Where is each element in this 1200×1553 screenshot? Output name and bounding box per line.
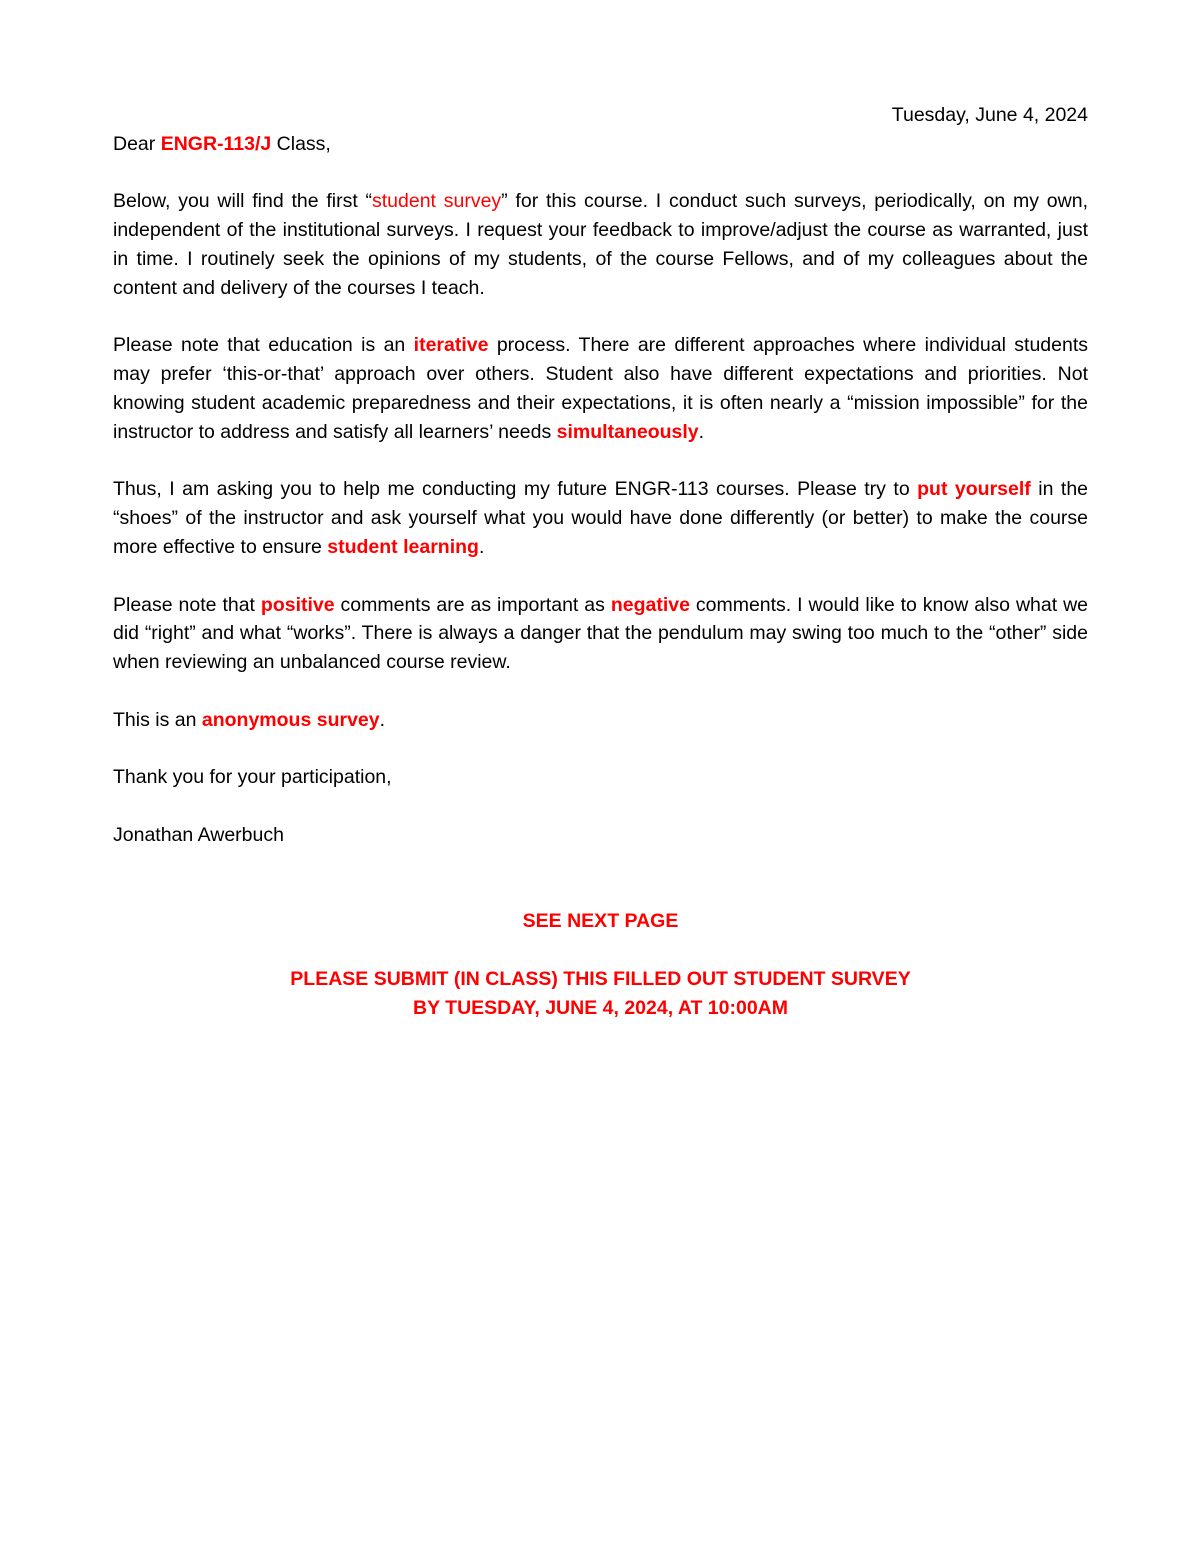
paragraph-anonymous bbox=[113, 706, 1088, 735]
paragraph-comments bbox=[113, 591, 1088, 677]
closing-line: Thank you for your participation, bbox=[113, 766, 392, 789]
course-code-highlight: ENGR-113/J bbox=[160, 132, 272, 155]
put-yourself-highlight: put yourself bbox=[917, 478, 1031, 501]
submit-notice-line-1: PLEASE SUBMIT (IN CLASS) THIS FILLED OUT STUDENT SURVEY bbox=[290, 967, 911, 990]
paragraph-request-text-1: Thus, I am asking you to help me conducting my future ENGR-113 courses. Please try to bbox=[113, 478, 918, 501]
paragraph-anonymous-text-2: . bbox=[379, 708, 386, 731]
salutation bbox=[113, 130, 1088, 159]
paragraph-request-text-2: in the “shoes” of the instructor and ask yourself what you would have done differently (or better) to make the course more effective to ensure bbox=[113, 478, 1089, 558]
paragraph-anonymous-text-1: This is an bbox=[113, 708, 202, 731]
letter-date: Tuesday, June 4, 2024 bbox=[891, 104, 1088, 126]
paragraph-comments-text-2: comments are as important as bbox=[334, 593, 611, 616]
paragraph-intro-text-1: Below, you will find the first “ bbox=[113, 190, 372, 213]
student-learning-highlight: student learning bbox=[327, 535, 479, 558]
paragraph-iterative bbox=[113, 331, 1088, 446]
simultaneously-highlight: simultaneously bbox=[556, 420, 699, 443]
paragraph-comments-text-1: Please note that bbox=[113, 593, 261, 616]
paragraph-iterative-text-1: Please note that education is an bbox=[113, 334, 414, 357]
anonymous-survey-highlight: anonymous survey bbox=[201, 708, 380, 731]
paragraph-iterative-text-3: . bbox=[698, 420, 705, 443]
positive-highlight: positive bbox=[260, 593, 335, 616]
salutation-suffix: Class, bbox=[271, 132, 331, 155]
letter-body bbox=[113, 101, 1088, 1023]
paragraph-comments-text-3: comments. I would like to know also what we did “right” and what “works”. There is always a danger that the pendulum may swing too much to the “other” side when reviewing an unbalanced course review. bbox=[113, 593, 1089, 674]
paragraph-iterative-text-2: process. There are different approaches where individual students may prefer ‘this-or-that’ approach over others. Student also have different expectations and priorities. Not knowing student academic preparedness and their expectations, it is often nearly a “mission impossible” for the instructor to address and satisfy all learners’ needs bbox=[113, 334, 1088, 443]
paragraph-intro bbox=[113, 187, 1088, 302]
negative-highlight: negative bbox=[610, 593, 690, 616]
paragraph-intro-text-2: ” for this course. I conduct such surveys, periodically, on my own, independent of the institutional surveys. I request your feedback to improve/adjust the course as warranted, just in time. I routinely seek the opinions of my students, of the course Fellows, and of my colleagues about the content and delivery of the courses I teach. bbox=[113, 190, 1088, 299]
student-survey-highlight: student survey bbox=[372, 190, 502, 213]
signature: Jonathan Awerbuch bbox=[113, 823, 284, 846]
submit-notice-line-2: BY TUESDAY, JUNE 4, 2024, AT 10:00AM bbox=[413, 996, 788, 1019]
see-next-page-notice: SEE NEXT PAGE bbox=[522, 910, 679, 933]
salutation-prefix: Dear bbox=[113, 132, 161, 155]
iterative-highlight: iterative bbox=[413, 334, 489, 357]
paragraph-request bbox=[113, 475, 1088, 561]
paragraph-request-text-3: . bbox=[478, 535, 485, 558]
